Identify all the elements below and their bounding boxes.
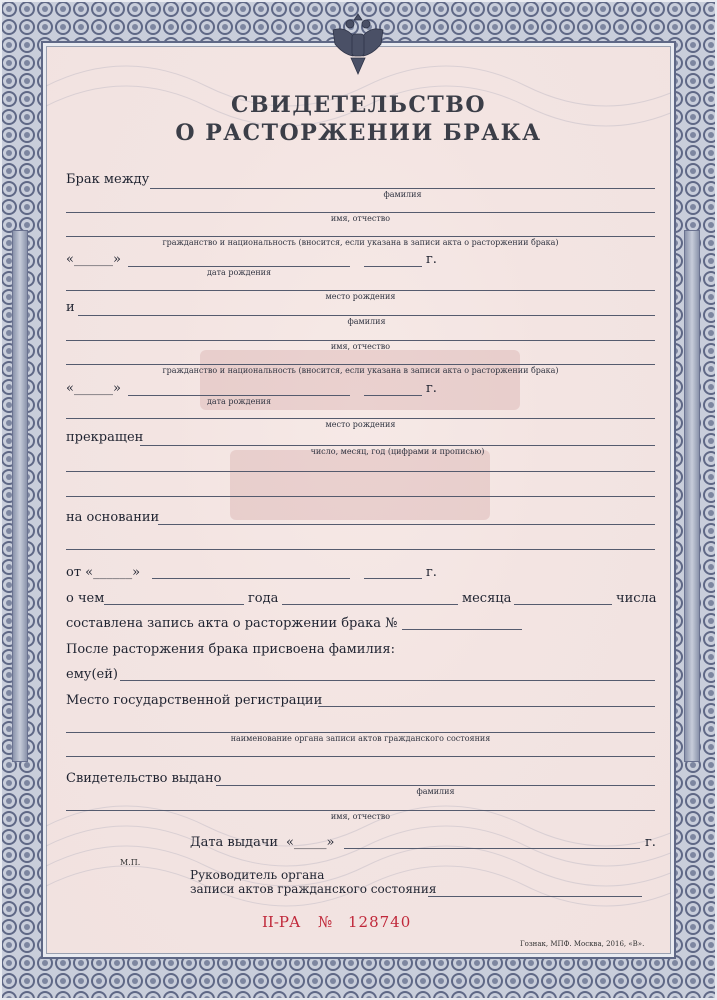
coat-of-arms-icon	[325, 8, 391, 80]
quote-day-2: «______»	[66, 381, 121, 396]
line-naimenovanie-2[interactable]	[66, 756, 655, 757]
line-imya-2[interactable]	[66, 340, 655, 341]
label-prekrashchen: прекращен	[66, 430, 144, 445]
sub-vydano-imya: имя, отчество	[330, 812, 391, 821]
label-chisla: числа	[616, 591, 657, 606]
serial-series: II-РА	[262, 913, 301, 931]
sub-imya-1: имя, отчество	[330, 214, 391, 223]
label-data-vydachi: Дата выдачи	[190, 835, 279, 850]
line-prekrashchen-3[interactable]	[66, 496, 655, 497]
label-o-chem: о чем	[66, 591, 105, 606]
label-ot: от «______»	[66, 565, 141, 580]
sub-mesto-1: место рождения	[325, 292, 396, 301]
label-mesto-reg: Место государственной регистрации	[66, 693, 323, 708]
title-line-1: СВИДЕТЕЛЬСТВО	[230, 92, 487, 118]
sub-chislo: число, месяц, год (цифрами и прописью)	[310, 447, 485, 456]
sub-mesto-2: место рождения	[325, 420, 396, 429]
sub-familiya-1: фамилия	[383, 190, 422, 199]
label-god-2: г.	[426, 381, 437, 396]
title-line-2: О РАСТОРЖЕНИИ БРАКА	[175, 120, 542, 146]
line-year-2[interactable]	[364, 395, 422, 396]
line-prekrashchen-2[interactable]	[66, 471, 655, 472]
label-i: и	[66, 300, 75, 315]
sub-data-rozhdeniya-1: дата рождения	[206, 268, 272, 277]
label-posle: После расторжения брака присвоена фамилия:	[66, 642, 395, 657]
serial-number-sign: №	[318, 913, 333, 931]
line-mesto-2[interactable]	[66, 418, 655, 419]
label-rukovoditel-2: записи актов гражданского состояния	[190, 882, 437, 896]
line-familiya-2[interactable]	[78, 315, 655, 316]
label-goda: года	[248, 591, 279, 606]
line-prekrashchen[interactable]	[140, 445, 655, 446]
label-vydano: Свидетельство выдано	[66, 771, 222, 786]
label-god-vydachi: г.	[645, 835, 656, 850]
line-mesyatsa[interactable]	[282, 604, 458, 605]
sub-familiya-2: фамилия	[347, 317, 386, 326]
line-chisla[interactable]	[514, 604, 612, 605]
label-god-ot: г.	[426, 565, 437, 580]
line-familiya-1[interactable]	[150, 188, 655, 189]
line-na-osnovanii-2[interactable]	[66, 549, 655, 550]
line-ot-year[interactable]	[364, 578, 422, 579]
label-na-osnovanii: на основании	[66, 510, 160, 525]
line-year-1[interactable]	[364, 266, 422, 267]
sub-grazhdanstvo-2: гражданство и национальность (вносится, если указана в записи акта о расторжении брака)	[162, 366, 559, 375]
label-emu: ему(ей)	[66, 667, 118, 682]
sub-vydano-familiya: фамилия	[416, 787, 455, 796]
line-mesto-1[interactable]	[66, 290, 655, 291]
line-month-2[interactable]	[128, 395, 350, 396]
line-grazhdanstvo-2[interactable]	[66, 364, 655, 365]
serial-number: 128740	[348, 913, 412, 931]
sub-data-rozhdeniya-2: дата рождения	[206, 397, 272, 406]
sub-naimenovanie: наименование органа записи актов гражданского состояния	[230, 734, 491, 743]
line-na-osnovanii[interactable]	[158, 524, 655, 525]
label-brak-mezhdu: Брак между	[66, 172, 150, 187]
line-goda[interactable]	[104, 604, 244, 605]
line-ot-month[interactable]	[152, 578, 350, 579]
label-sostavlena: составлена запись акта о расторжении брака №	[66, 616, 398, 631]
printer-imprint: Гознак, МПФ. Москва, 2016, «В».	[520, 940, 645, 948]
line-podpis[interactable]	[428, 896, 642, 897]
label-god-1: г.	[426, 252, 437, 267]
label-mesyatsa: месяца	[462, 591, 512, 606]
left-side-bar	[12, 230, 28, 762]
line-imya-1[interactable]	[66, 212, 655, 213]
label-rukovoditel-1: Руководитель органа	[190, 868, 325, 882]
label-mp: М.П.	[120, 858, 141, 867]
quote-day-vydachi: «_____»	[286, 835, 335, 850]
watermark-emblem	[190, 330, 530, 550]
sub-grazhdanstvo-1: гражданство и национальность (вносится, если указана в записи акта о расторжении брака)	[162, 238, 559, 247]
right-side-bar	[684, 230, 700, 762]
sub-imya-2: имя, отчество	[330, 342, 391, 351]
line-data-vydachi[interactable]	[344, 848, 640, 849]
line-emu[interactable]	[120, 680, 655, 681]
line-nomer-zapisi[interactable]	[402, 629, 522, 630]
line-mesto-reg[interactable]	[318, 706, 655, 707]
quote-day-1: «______»	[66, 252, 121, 267]
line-month-1[interactable]	[128, 266, 350, 267]
line-vydano-imya[interactable]	[66, 810, 655, 811]
line-vydano-familiya[interactable]	[216, 785, 655, 786]
line-grazhdanstvo-1[interactable]	[66, 236, 655, 237]
line-naimenovanie[interactable]	[66, 732, 655, 733]
